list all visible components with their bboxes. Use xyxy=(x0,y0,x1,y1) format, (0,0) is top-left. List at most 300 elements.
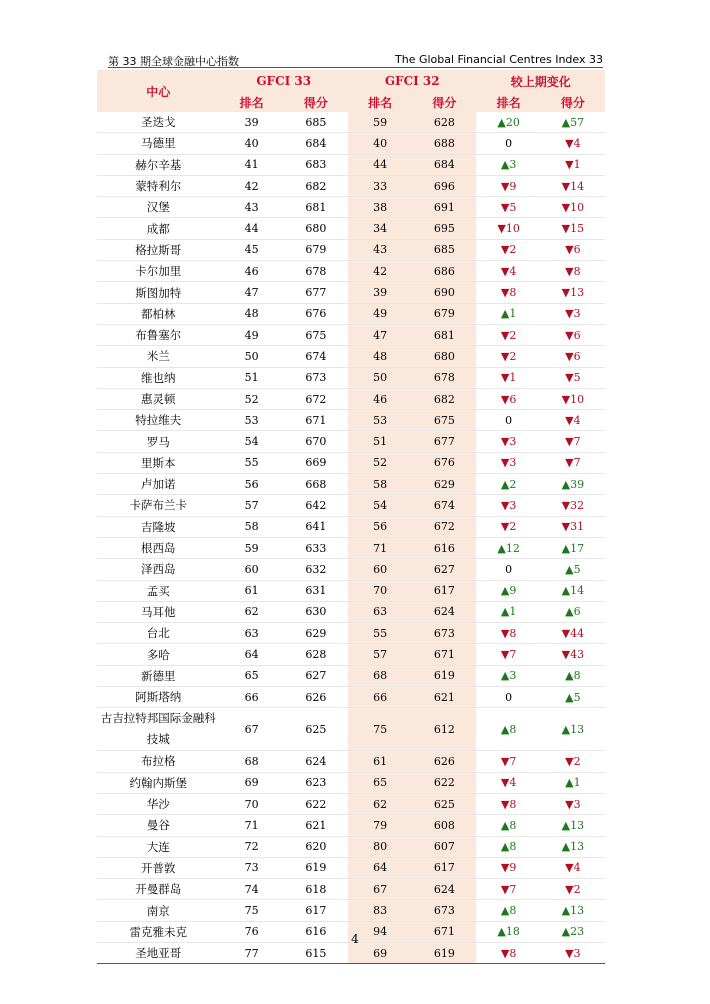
cell-rank32: 53 xyxy=(348,410,412,431)
cell-rank33: 40 xyxy=(219,133,283,154)
cell-rank-change: ▲1 xyxy=(476,303,540,324)
cell-score33: 630 xyxy=(284,601,348,622)
cell-score-change: ▼3 xyxy=(541,942,605,963)
table-row xyxy=(97,772,605,793)
cell-center-name: 吉隆坡 xyxy=(97,516,219,537)
cell-rank-change: ▲18 xyxy=(476,921,540,942)
column-header-rank32: 排名 xyxy=(348,92,412,112)
cell-rank33: 63 xyxy=(219,623,283,644)
cell-score32: 607 xyxy=(412,836,476,857)
cell-score-change: ▲23 xyxy=(541,921,605,942)
cell-rank33: 68 xyxy=(219,751,283,772)
cell-score32: 696 xyxy=(412,175,476,196)
cell-rank33: 58 xyxy=(219,516,283,537)
cell-score-change: ▼4 xyxy=(541,857,605,878)
cell-score32: 674 xyxy=(412,495,476,516)
cell-rank-change: ▲20 xyxy=(476,112,540,133)
cell-score33: 629 xyxy=(284,623,348,644)
cell-rank33: 72 xyxy=(219,836,283,857)
cell-score32: 685 xyxy=(412,239,476,260)
cell-score33: 679 xyxy=(284,239,348,260)
cell-score32: 679 xyxy=(412,303,476,324)
cell-rank-change: ▼2 xyxy=(476,324,540,345)
table-row xyxy=(97,112,605,133)
cell-rank32: 67 xyxy=(348,879,412,900)
cell-score33: 622 xyxy=(284,793,348,814)
cell-rank32: 38 xyxy=(348,197,412,218)
cell-rank32: 42 xyxy=(348,261,412,282)
cell-score32: 690 xyxy=(412,282,476,303)
column-header-center: 中心 xyxy=(97,70,219,112)
cell-score-change: ▼8 xyxy=(541,261,605,282)
cell-rank33: 45 xyxy=(219,239,283,260)
cell-rank32: 44 xyxy=(348,154,412,175)
column-header-score-change: 得分 xyxy=(541,92,605,112)
cell-rank32: 79 xyxy=(348,815,412,836)
page-header xyxy=(108,50,603,68)
cell-center-name: 汉堡 xyxy=(97,197,219,218)
table-row xyxy=(97,687,605,708)
cell-rank-change: ▼3 xyxy=(476,495,540,516)
cell-score-change: ▼10 xyxy=(541,388,605,409)
cell-rank32: 65 xyxy=(348,772,412,793)
cell-score-change: ▲5 xyxy=(541,687,605,708)
cell-rank33: 77 xyxy=(219,942,283,963)
cell-score-change: ▲14 xyxy=(541,580,605,601)
cell-rank32: 61 xyxy=(348,751,412,772)
column-group-gfci33: GFCI 33 xyxy=(219,70,348,92)
table-row xyxy=(97,367,605,388)
cell-rank33: 73 xyxy=(219,857,283,878)
cell-score-change: ▲6 xyxy=(541,601,605,622)
cell-score32: 608 xyxy=(412,815,476,836)
cell-rank-change: ▲12 xyxy=(476,537,540,558)
cell-rank32: 70 xyxy=(348,580,412,601)
cell-score33: 677 xyxy=(284,282,348,303)
cell-score33: 685 xyxy=(284,112,348,133)
page-number: 4 xyxy=(351,932,359,946)
cell-rank32: 64 xyxy=(348,857,412,878)
cell-score33: 676 xyxy=(284,303,348,324)
cell-score-change: ▼6 xyxy=(541,324,605,345)
cell-rank32: 39 xyxy=(348,282,412,303)
cell-score32: 695 xyxy=(412,218,476,239)
table-row xyxy=(97,261,605,282)
table-row xyxy=(97,537,605,558)
cell-rank-change: ▼2 xyxy=(476,239,540,260)
cell-score33: 625 xyxy=(284,708,348,751)
cell-center-name: 阿斯塔纳 xyxy=(97,687,219,708)
cell-rank32: 63 xyxy=(348,601,412,622)
cell-rank32: 46 xyxy=(348,388,412,409)
cell-score33: 670 xyxy=(284,431,348,452)
table-row xyxy=(97,239,605,260)
cell-score-change: ▼15 xyxy=(541,218,605,239)
cell-rank-change: ▼2 xyxy=(476,346,540,367)
cell-score32: 628 xyxy=(412,112,476,133)
cell-score33: 624 xyxy=(284,751,348,772)
cell-center-name: 里斯本 xyxy=(97,452,219,473)
cell-score32: 684 xyxy=(412,154,476,175)
cell-rank-change: ▼8 xyxy=(476,623,540,644)
cell-score32: 686 xyxy=(412,261,476,282)
column-header-score33: 得分 xyxy=(284,92,348,112)
cell-score32: 681 xyxy=(412,324,476,345)
cell-rank33: 47 xyxy=(219,282,283,303)
cell-rank33: 43 xyxy=(219,197,283,218)
column-group-gfci32: GFCI 32 xyxy=(348,70,477,92)
cell-score33: 617 xyxy=(284,900,348,921)
cell-score32: 616 xyxy=(412,537,476,558)
cell-score-change: ▲1 xyxy=(541,772,605,793)
cell-rank32: 43 xyxy=(348,239,412,260)
table-row xyxy=(97,410,605,431)
cell-rank-change: ▲8 xyxy=(476,836,540,857)
cell-rank32: 62 xyxy=(348,793,412,814)
cell-score-change: ▲13 xyxy=(541,900,605,921)
cell-score33: 616 xyxy=(284,921,348,942)
cell-score32: 672 xyxy=(412,516,476,537)
header-title-cn: 第 33 期全球金融中心指数 xyxy=(108,55,239,68)
cell-rank-change: ▼7 xyxy=(476,879,540,900)
cell-score-change: ▼14 xyxy=(541,175,605,196)
cell-rank32: 66 xyxy=(348,687,412,708)
cell-center-name: 斯图加特 xyxy=(97,282,219,303)
cell-score-change: ▼2 xyxy=(541,751,605,772)
table-row xyxy=(97,495,605,516)
cell-center-name: 都柏林 xyxy=(97,303,219,324)
cell-score32: 673 xyxy=(412,623,476,644)
cell-rank-change: ▲8 xyxy=(476,708,540,751)
cell-rank32: 50 xyxy=(348,367,412,388)
cell-score-change: ▲13 xyxy=(541,815,605,836)
cell-rank33: 62 xyxy=(219,601,283,622)
cell-rank33: 56 xyxy=(219,474,283,495)
cell-rank32: 52 xyxy=(348,452,412,473)
table-row xyxy=(97,154,605,175)
cell-center-name: 马耳他 xyxy=(97,601,219,622)
cell-center-name: 蒙特利尔 xyxy=(97,175,219,196)
cell-rank32: 49 xyxy=(348,303,412,324)
cell-score33: 680 xyxy=(284,218,348,239)
cell-score33: 627 xyxy=(284,665,348,686)
cell-score-change: ▲13 xyxy=(541,836,605,857)
table-row xyxy=(97,751,605,772)
cell-rank33: 39 xyxy=(219,112,283,133)
cell-center-name: 格拉斯哥 xyxy=(97,239,219,260)
cell-score33: 668 xyxy=(284,474,348,495)
cell-score33: 678 xyxy=(284,261,348,282)
cell-rank32: 94 xyxy=(348,921,412,942)
cell-score33: 674 xyxy=(284,346,348,367)
cell-score33: 632 xyxy=(284,559,348,580)
cell-score32: 619 xyxy=(412,665,476,686)
cell-score-change: ▲17 xyxy=(541,537,605,558)
cell-rank33: 67 xyxy=(219,708,283,751)
table-row xyxy=(97,346,605,367)
cell-score32: 688 xyxy=(412,133,476,154)
cell-center-name: 米兰 xyxy=(97,346,219,367)
table-body xyxy=(97,112,605,964)
cell-rank-change: 0 xyxy=(476,559,540,580)
table-row xyxy=(97,665,605,686)
cell-center-name: 圣迭戈 xyxy=(97,112,219,133)
cell-rank32: 75 xyxy=(348,708,412,751)
cell-score33: 631 xyxy=(284,580,348,601)
table-row xyxy=(97,793,605,814)
cell-score32: 691 xyxy=(412,197,476,218)
cell-rank33: 42 xyxy=(219,175,283,196)
cell-score33: 669 xyxy=(284,452,348,473)
cell-score32: 624 xyxy=(412,879,476,900)
table-row xyxy=(97,559,605,580)
cell-rank-change: ▲2 xyxy=(476,474,540,495)
header-rule xyxy=(108,67,603,68)
cell-rank-change: ▼8 xyxy=(476,942,540,963)
cell-center-name: 曼谷 xyxy=(97,815,219,836)
cell-rank32: 55 xyxy=(348,623,412,644)
cell-rank-change: ▼3 xyxy=(476,431,540,452)
cell-rank32: 54 xyxy=(348,495,412,516)
cell-center-name: 罗马 xyxy=(97,431,219,452)
column-header-rank-change: 排名 xyxy=(476,92,540,112)
cell-rank33: 75 xyxy=(219,900,283,921)
cell-rank33: 61 xyxy=(219,580,283,601)
cell-score32: 627 xyxy=(412,559,476,580)
cell-rank32: 51 xyxy=(348,431,412,452)
cell-score-change: ▼4 xyxy=(541,410,605,431)
table-row xyxy=(97,175,605,196)
cell-score32: 675 xyxy=(412,410,476,431)
cell-score-change: ▼2 xyxy=(541,879,605,900)
table-row xyxy=(97,197,605,218)
cell-rank-change: ▲9 xyxy=(476,580,540,601)
cell-score32: 625 xyxy=(412,793,476,814)
table-row xyxy=(97,815,605,836)
cell-score-change: ▼1 xyxy=(541,154,605,175)
table-row xyxy=(97,879,605,900)
table-row xyxy=(97,516,605,537)
cell-center-name: 卡萨布兰卡 xyxy=(97,495,219,516)
column-header-rank33: 排名 xyxy=(219,92,283,112)
cell-score33: 671 xyxy=(284,410,348,431)
cell-rank32: 58 xyxy=(348,474,412,495)
cell-rank33: 60 xyxy=(219,559,283,580)
cell-center-name: 泽西岛 xyxy=(97,559,219,580)
cell-rank-change: ▼9 xyxy=(476,175,540,196)
cell-center-name: 根西岛 xyxy=(97,537,219,558)
cell-rank-change: ▼5 xyxy=(476,197,540,218)
cell-score33: 684 xyxy=(284,133,348,154)
cell-rank33: 74 xyxy=(219,879,283,900)
cell-rank-change: ▼7 xyxy=(476,751,540,772)
cell-center-name: 维也纳 xyxy=(97,367,219,388)
cell-score33: 673 xyxy=(284,367,348,388)
cell-rank33: 59 xyxy=(219,537,283,558)
table-row xyxy=(97,452,605,473)
cell-rank32: 33 xyxy=(348,175,412,196)
cell-center-name: 南京 xyxy=(97,900,219,921)
cell-rank33: 69 xyxy=(219,772,283,793)
table-row xyxy=(97,282,605,303)
cell-center-name: 开曼群岛 xyxy=(97,879,219,900)
cell-center-name: 特拉维夫 xyxy=(97,410,219,431)
cell-score-change: ▼31 xyxy=(541,516,605,537)
cell-score32: 671 xyxy=(412,644,476,665)
cell-rank33: 76 xyxy=(219,921,283,942)
table-row xyxy=(97,431,605,452)
table-row xyxy=(97,857,605,878)
cell-rank-change: ▼8 xyxy=(476,793,540,814)
cell-rank-change: ▼10 xyxy=(476,218,540,239)
table-row xyxy=(97,474,605,495)
table-row xyxy=(97,303,605,324)
table-row xyxy=(97,324,605,345)
cell-rank-change: ▼1 xyxy=(476,367,540,388)
cell-score32: 671 xyxy=(412,921,476,942)
cell-score33: 683 xyxy=(284,154,348,175)
cell-score33: 628 xyxy=(284,644,348,665)
cell-center-name: 大连 xyxy=(97,836,219,857)
cell-score-change: ▼5 xyxy=(541,367,605,388)
cell-score33: 682 xyxy=(284,175,348,196)
cell-score33: 633 xyxy=(284,537,348,558)
cell-center-name: 孟买 xyxy=(97,580,219,601)
cell-center-name: 圣地亚哥 xyxy=(97,942,219,963)
cell-score33: 672 xyxy=(284,388,348,409)
cell-rank33: 66 xyxy=(219,687,283,708)
cell-score-change: ▼6 xyxy=(541,239,605,260)
cell-rank33: 71 xyxy=(219,815,283,836)
cell-score32: 673 xyxy=(412,900,476,921)
cell-score-change: ▼13 xyxy=(541,282,605,303)
cell-center-name: 马德里 xyxy=(97,133,219,154)
cell-score33: 623 xyxy=(284,772,348,793)
cell-rank32: 48 xyxy=(348,346,412,367)
cell-score-change: ▼4 xyxy=(541,133,605,154)
cell-rank33: 55 xyxy=(219,452,283,473)
cell-center-name: 开普敦 xyxy=(97,857,219,878)
cell-score-change: ▼43 xyxy=(541,644,605,665)
table-row xyxy=(97,623,605,644)
cell-rank32: 71 xyxy=(348,537,412,558)
cell-rank32: 56 xyxy=(348,516,412,537)
column-group-change: 较上期变化 xyxy=(476,70,605,92)
cell-rank-change: 0 xyxy=(476,133,540,154)
cell-rank-change: ▲3 xyxy=(476,665,540,686)
table-row xyxy=(97,708,605,751)
cell-rank32: 83 xyxy=(348,900,412,921)
cell-score-change: ▼10 xyxy=(541,197,605,218)
cell-rank33: 65 xyxy=(219,665,283,686)
cell-rank33: 48 xyxy=(219,303,283,324)
cell-score33: 621 xyxy=(284,815,348,836)
cell-rank-change: 0 xyxy=(476,410,540,431)
cell-rank-change: ▼9 xyxy=(476,857,540,878)
cell-score33: 642 xyxy=(284,495,348,516)
cell-rank-change: ▼4 xyxy=(476,261,540,282)
cell-score-change: ▲13 xyxy=(541,708,605,751)
cell-score-change: ▼6 xyxy=(541,346,605,367)
cell-rank33: 57 xyxy=(219,495,283,516)
cell-center-name: 布鲁塞尔 xyxy=(97,324,219,345)
cell-rank33: 51 xyxy=(219,367,283,388)
cell-rank33: 46 xyxy=(219,261,283,282)
cell-score32: 676 xyxy=(412,452,476,473)
cell-rank33: 54 xyxy=(219,431,283,452)
cell-rank32: 34 xyxy=(348,218,412,239)
cell-rank-change: ▼3 xyxy=(476,452,540,473)
cell-rank33: 64 xyxy=(219,644,283,665)
header-title-en: The Global Financial Centres Index 33 xyxy=(395,53,603,66)
cell-center-name: 台北 xyxy=(97,623,219,644)
cell-score32: 622 xyxy=(412,772,476,793)
cell-center-name: 赫尔辛基 xyxy=(97,154,219,175)
cell-score-change: ▲8 xyxy=(541,665,605,686)
cell-rank-change: 0 xyxy=(476,687,540,708)
cell-rank33: 41 xyxy=(219,154,283,175)
cell-rank32: 59 xyxy=(348,112,412,133)
cell-score32: 624 xyxy=(412,601,476,622)
cell-rank-change: ▲1 xyxy=(476,601,540,622)
cell-score33: 641 xyxy=(284,516,348,537)
table-row xyxy=(97,133,605,154)
cell-center-name: 约翰内斯堡 xyxy=(97,772,219,793)
cell-center-name: 古吉拉特邦国际金融科技城 xyxy=(97,708,219,751)
cell-score32: 629 xyxy=(412,474,476,495)
cell-score-change: ▲39 xyxy=(541,474,605,495)
cell-center-name: 卢加诺 xyxy=(97,474,219,495)
cell-rank-change: ▲8 xyxy=(476,815,540,836)
table-row xyxy=(97,900,605,921)
cell-rank-change: ▼4 xyxy=(476,772,540,793)
cell-score32: 619 xyxy=(412,942,476,963)
cell-score32: 626 xyxy=(412,751,476,772)
cell-rank33: 53 xyxy=(219,410,283,431)
cell-rank32: 60 xyxy=(348,559,412,580)
cell-score32: 677 xyxy=(412,431,476,452)
cell-score-change: ▼3 xyxy=(541,303,605,324)
table-row xyxy=(97,836,605,857)
cell-rank-change: ▲3 xyxy=(476,154,540,175)
table-row xyxy=(97,580,605,601)
cell-score-change: ▲57 xyxy=(541,112,605,133)
table-row xyxy=(97,601,605,622)
cell-rank-change: ▲8 xyxy=(476,900,540,921)
cell-score33: 675 xyxy=(284,324,348,345)
cell-rank33: 52 xyxy=(219,388,283,409)
cell-score32: 678 xyxy=(412,367,476,388)
cell-rank32: 40 xyxy=(348,133,412,154)
cell-score-change: ▲5 xyxy=(541,559,605,580)
column-header-score32: 得分 xyxy=(412,92,476,112)
table-row xyxy=(97,388,605,409)
cell-rank32: 68 xyxy=(348,665,412,686)
cell-rank-change: ▼8 xyxy=(476,282,540,303)
cell-score33: 681 xyxy=(284,197,348,218)
cell-score33: 626 xyxy=(284,687,348,708)
cell-rank32: 80 xyxy=(348,836,412,857)
cell-center-name: 卡尔加里 xyxy=(97,261,219,282)
cell-score32: 682 xyxy=(412,388,476,409)
cell-score-change: ▼3 xyxy=(541,793,605,814)
cell-score32: 617 xyxy=(412,580,476,601)
gfci-ranking-table xyxy=(97,70,605,964)
cell-rank-change: ▼6 xyxy=(476,388,540,409)
cell-score33: 619 xyxy=(284,857,348,878)
cell-rank32: 69 xyxy=(348,942,412,963)
cell-center-name: 雷克雅未克 xyxy=(97,921,219,942)
